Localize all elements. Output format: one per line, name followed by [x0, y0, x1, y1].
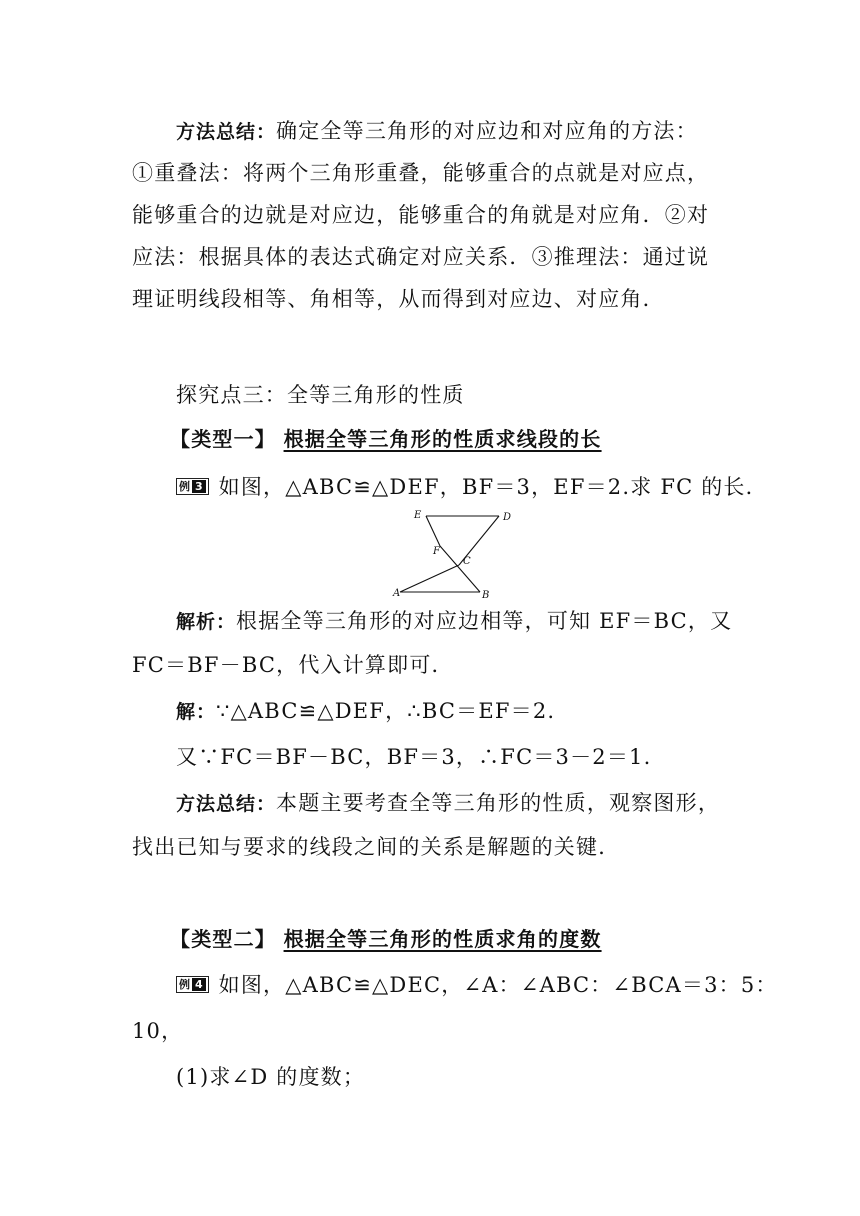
method-summary-2-label: 方法总结： [176, 793, 277, 815]
example-4-question-1: (1)求∠D 的度数； [176, 1065, 366, 1089]
label-A: A [393, 588, 401, 599]
analysis-line-1: 解析：根据全等三角形的对应边相等，可知 EF＝BC，又 [176, 609, 733, 633]
solution-label: 解： [176, 701, 217, 723]
segment-EF [426, 516, 440, 546]
method-summary-2-line-1: 方法总结：本题主要考查全等三角形的性质，观察图形， [176, 791, 721, 815]
method-summary-line-5: 理证明线段相等、角相等，从而得到对应边、对应角． [132, 287, 665, 311]
triangle-figure [390, 506, 520, 602]
label-D: D [503, 512, 512, 523]
analysis-label: 解析： [176, 611, 237, 633]
label-B: B [482, 590, 490, 601]
type2-heading [170, 924, 780, 954]
method-summary-2-line-2: 找出已知与要求的线段之间的关系是解题的关键． [132, 835, 621, 859]
method-summary-line-3: 能够重合的边就是对应边，能够重合的角就是对应角．②对 [132, 203, 710, 227]
type1-title: 根据全等三角形的性质求线段的长 [283, 427, 602, 451]
label-F: F [433, 546, 440, 557]
analysis-line-2: FC＝BF－BC，代入计算即可． [132, 653, 454, 677]
example-badge: 例 4 [176, 976, 209, 993]
label-C: C [463, 556, 471, 567]
type2-bracket: 【类型二】 [170, 927, 276, 951]
type2-title: 根据全等三角形的性质求角的度数 [283, 927, 602, 951]
segment-AC [400, 565, 459, 592]
example-3 [176, 472, 786, 502]
method-summary-line-2: ①重叠法：将两个三角形重叠，能够重合的点就是对应点， [132, 161, 710, 185]
example-4-line-2: 10， [132, 1019, 184, 1043]
type1-bracket: 【类型一】 [170, 427, 276, 451]
section-title: 探究点三：全等三角形的性质 [176, 383, 465, 407]
method-summary-label: 方法总结： [176, 121, 277, 143]
example-4 [176, 970, 786, 1000]
type1-heading [170, 424, 780, 454]
method-summary-line-4: 应法：根据具体的表达式确定对应关系．③推理法：通过说 [132, 245, 710, 269]
solution-line-2: 又∵FC＝BF－BC，BF＝3，∴FC＝3－2＝1. [176, 745, 652, 769]
example-badge: 例 3 [176, 478, 209, 495]
example-3-text: 如图，△ABC≌△DEF，BF＝3，EF＝2.求 FC 的长． [218, 475, 768, 499]
example-4-text: 如图，△ABC≌△DEC，∠A：∠ABC：∠BCA＝3：5： [218, 973, 778, 997]
segment-FB [440, 546, 480, 592]
method-summary-line-1: 方法总结：确定全等三角形的对应边和对应角的方法： [176, 119, 698, 143]
solution-line-1: 解：∵△ABC≌△DEF，∴BC＝EF＝2. [176, 699, 556, 723]
label-E: E [414, 510, 422, 521]
